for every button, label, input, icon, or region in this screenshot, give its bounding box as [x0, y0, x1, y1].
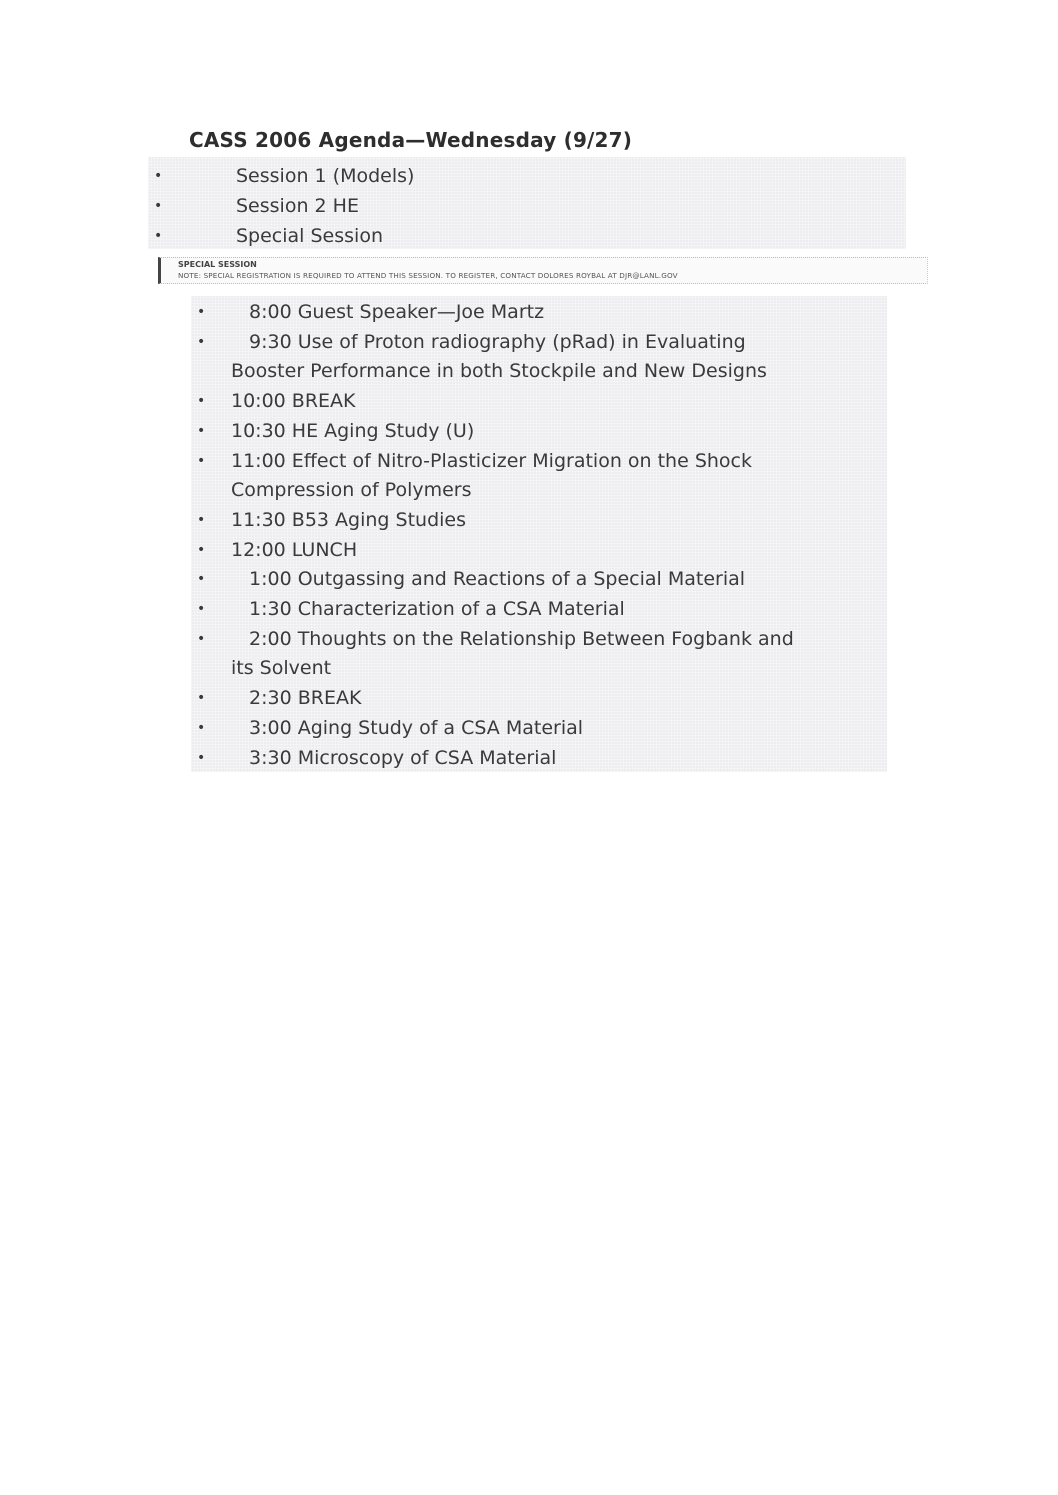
bullet-icon: •: [197, 393, 206, 410]
agenda-item-continuation: Booster Performance in both Stockpile and New Designs: [231, 360, 767, 383]
bullet-icon: •: [197, 690, 206, 707]
agenda-item-text: 11:00 Effect of Nitro-Plasticizer Migration on the Shock: [231, 449, 753, 472]
bullet-icon: •: [197, 630, 206, 647]
agenda-item: [191, 595, 794, 625]
session-label: Session 2 HE: [236, 195, 359, 217]
agenda-item: [191, 298, 794, 328]
agenda-item: [191, 565, 794, 595]
agenda-item-text: 1:00 Outgassing and Reactions of a Special Material: [249, 568, 746, 591]
sessions-section: [148, 157, 906, 249]
page-title: CASS 2006 Agenda—Wednesday (9/27): [189, 128, 633, 152]
bullet-icon: •: [197, 452, 206, 469]
bullet-icon: •: [197, 304, 206, 320]
agenda-item: [191, 714, 794, 744]
note-heading: SPECIAL SESSION: [178, 260, 257, 269]
session-label: Session 1 (Models): [236, 165, 415, 187]
agenda-item: [191, 387, 794, 417]
bullet-icon: •: [154, 198, 163, 214]
agenda-list: [191, 298, 794, 773]
agenda-item-text: 3:30 Microscopy of CSA Material: [249, 746, 557, 769]
special-session-note: [158, 257, 928, 284]
bullet-icon: •: [197, 571, 206, 588]
agenda-item-text: 2:30 BREAK: [249, 687, 362, 710]
bullet-icon: •: [154, 228, 163, 244]
agenda-item: [191, 684, 794, 714]
agenda-item-continuation: Compression of Polymers: [231, 479, 472, 502]
agenda-item-text: 8:00 Guest Speaker—Joe Martz: [249, 301, 545, 323]
bullet-icon: •: [197, 601, 206, 618]
agenda-section: [191, 296, 887, 772]
session-label: Special Session: [236, 225, 383, 247]
bullet-icon: •: [197, 333, 206, 350]
bullet-icon: •: [197, 749, 206, 766]
agenda-item-text: 12:00 LUNCH: [231, 538, 358, 561]
bullet-icon: •: [197, 541, 206, 558]
agenda-item: [191, 328, 794, 387]
agenda-item-text: 10:30 HE Aging Study (U): [231, 419, 475, 442]
bullet-icon: •: [197, 719, 206, 736]
agenda-item-text: 3:00 Aging Study of a CSA Material: [249, 716, 584, 739]
agenda-item-text: 11:30 B53 Aging Studies: [231, 508, 467, 531]
agenda-item: [191, 417, 794, 447]
agenda-item: [191, 625, 794, 684]
agenda-item-continuation: its Solvent: [231, 657, 332, 680]
agenda-item: [191, 506, 794, 536]
bullet-icon: •: [154, 168, 163, 184]
agenda-item-text: 1:30 Characterization of a CSA Material: [249, 598, 625, 621]
note-text: NOTE: SPECIAL REGISTRATION IS REQUIRED TO ATTEND THIS SESSION. TO REGISTER, CONTACT DOLORES ROYBAL AT DJR@LANL.GOV: [178, 271, 678, 280]
agenda-item: [191, 536, 794, 566]
bullet-icon: •: [197, 511, 206, 528]
agenda-item-text: 2:00 Thoughts on the Relationship Between Fogbank and: [249, 627, 794, 650]
agenda-item: [191, 447, 794, 506]
agenda-item: [191, 744, 794, 774]
agenda-item-text: 10:00 BREAK: [231, 390, 356, 413]
bullet-icon: •: [197, 422, 206, 439]
agenda-item-text: 9:30 Use of Proton radiography (pRad) in Evaluating: [249, 330, 746, 353]
